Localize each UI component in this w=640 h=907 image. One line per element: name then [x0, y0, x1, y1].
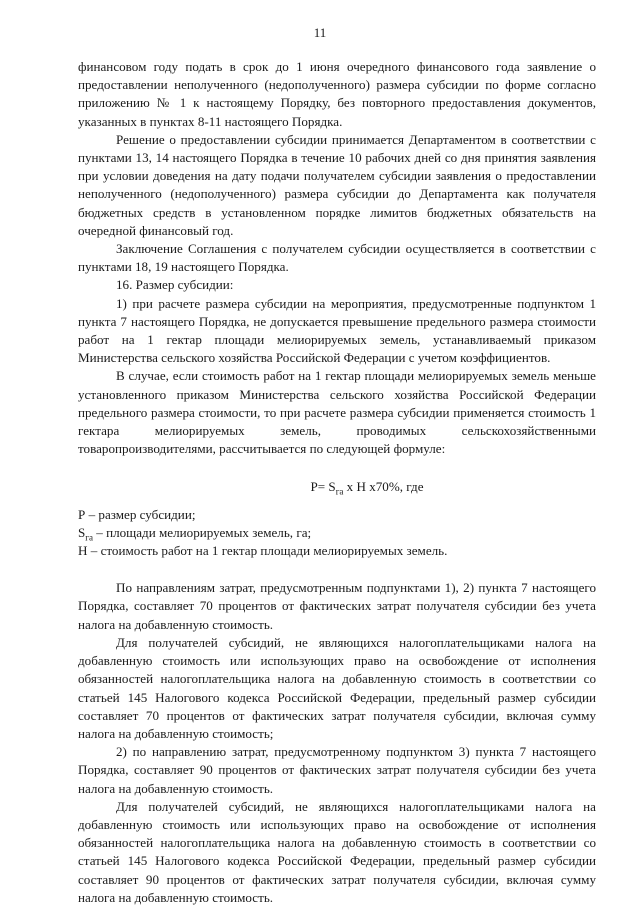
- formula-subscript: га: [335, 487, 344, 498]
- definition-subscript: га: [85, 532, 93, 543]
- definition-symbol: Р: [78, 506, 86, 522]
- formula: [78, 478, 596, 496]
- definition-text: – размер субсидии;: [85, 506, 196, 522]
- page-number: 11: [313, 25, 327, 40]
- definition-symbol: Н: [78, 543, 88, 559]
- formula-suffix: х Н х70%, где: [343, 479, 424, 495]
- paragraph: В случае, если стоимость работ на 1 гектар площади мелиорируемых земель меньше установленного приказом Министерства сельского хозяйства Российской Федерации предельного размера стоимости, то при расчете размера субсидии применяется стоимость 1 гектара мелиорируемых земель, проводимых сельскохозяйственными товаропроизводителями, рассчитывается по следующей формуле:: [78, 368, 596, 457]
- paragraph: Для получателей субсидий, не являющихся налогоплательщиками налога на добавленную стоимость или использующих право на освобождение от исполнения обязанностей налогоплательщика налога на добавленную стоимость в соответствии со статьей 145 Налогового кодекса Российской Федерации, предельный размер субсидии составляет 70 процентов от фактических затрат получателя субсидии, включая сумму налога на добавленную стоимость;: [78, 634, 596, 741]
- definition: [78, 506, 596, 524]
- paragraph: Заключение Соглашения с получателем субсидии осуществляется в соответствии с пунктами 18, 19 настоящего Порядка.: [78, 241, 596, 275]
- paragraph: 1) при расчете размера субсидии на мероприятия, предусмотренные подпунктом 1 пункта 7 настоящего Порядка, не допускается превышение предельного размера стоимости работ на 1 гектар площади мелиорируемых земель, устанавливаемый приказом Министерства сельского хозяйства Российской Федерации с учетом коэффициентов.: [78, 295, 596, 366]
- section-heading: 16. Размер субсидии:: [116, 277, 234, 293]
- formula-prefix: P= S: [310, 479, 336, 495]
- paragraph: Для получателей субсидий, не являющихся налогоплательщиками налога на добавленную стоимость или использующих право на освобождение от исполнения обязанностей налогоплательщика налога на добавленную стоимость в соответствии со статьей 145 Налогового кодекса Российской Федерации, предельный размер субсидии составляет 90 процентов от фактических затрат получателя субсидии, включая сумму налога на добавленную стоимость.: [78, 798, 596, 905]
- paragraph: финансовом году подать в срок до 1 июня очередного финансового года заявление о предоставлении неполученного (недополученного) размера субсидии по форме согласно приложению № 1 к настоящему Порядку, без повторного предоставления документов, указанных в пунктах 8-11 настоящего Порядка.: [78, 59, 596, 129]
- paragraph: 2) по направлению затрат, предусмотренному подпунктом 3) пункта 7 настоящего Порядка, составляет 90 процентов от фактических затрат получателя субсидии без учета налога на добавленную стоимость.: [78, 744, 596, 796]
- definition-text: – стоимость работ на 1 гектар площади мелиорируемых земель.: [87, 543, 448, 559]
- paragraph: Решение о предоставлении субсидии принимается Департаментом в соответствии с пунктами 13, 14 настоящего Порядка в течение 10 рабочих дней со дня принятия заявления при условии доведения на дату подачи получателем субсидии заявления о предоставлении неполученного (недополученного) размера субсидии до Департамента как получателя бюджетных средств в установленном порядке лимитов бюджетных обязательств на очередной финансовый год.: [78, 131, 596, 238]
- definition: [78, 524, 596, 542]
- spacer: [78, 560, 596, 579]
- document-body: [78, 58, 596, 907]
- definition-symbol: S: [78, 524, 86, 540]
- paragraph: По направлениям затрат, предусмотренным подпунктами 1), 2) пункта 7 настоящего Порядка, составляет 70 процентов от фактических затрат получателя субсидии без учета налога на добавленную стоимость.: [78, 580, 596, 632]
- definition: [78, 542, 596, 560]
- definition-text: – площади мелиорируемых земель, га;: [92, 524, 312, 540]
